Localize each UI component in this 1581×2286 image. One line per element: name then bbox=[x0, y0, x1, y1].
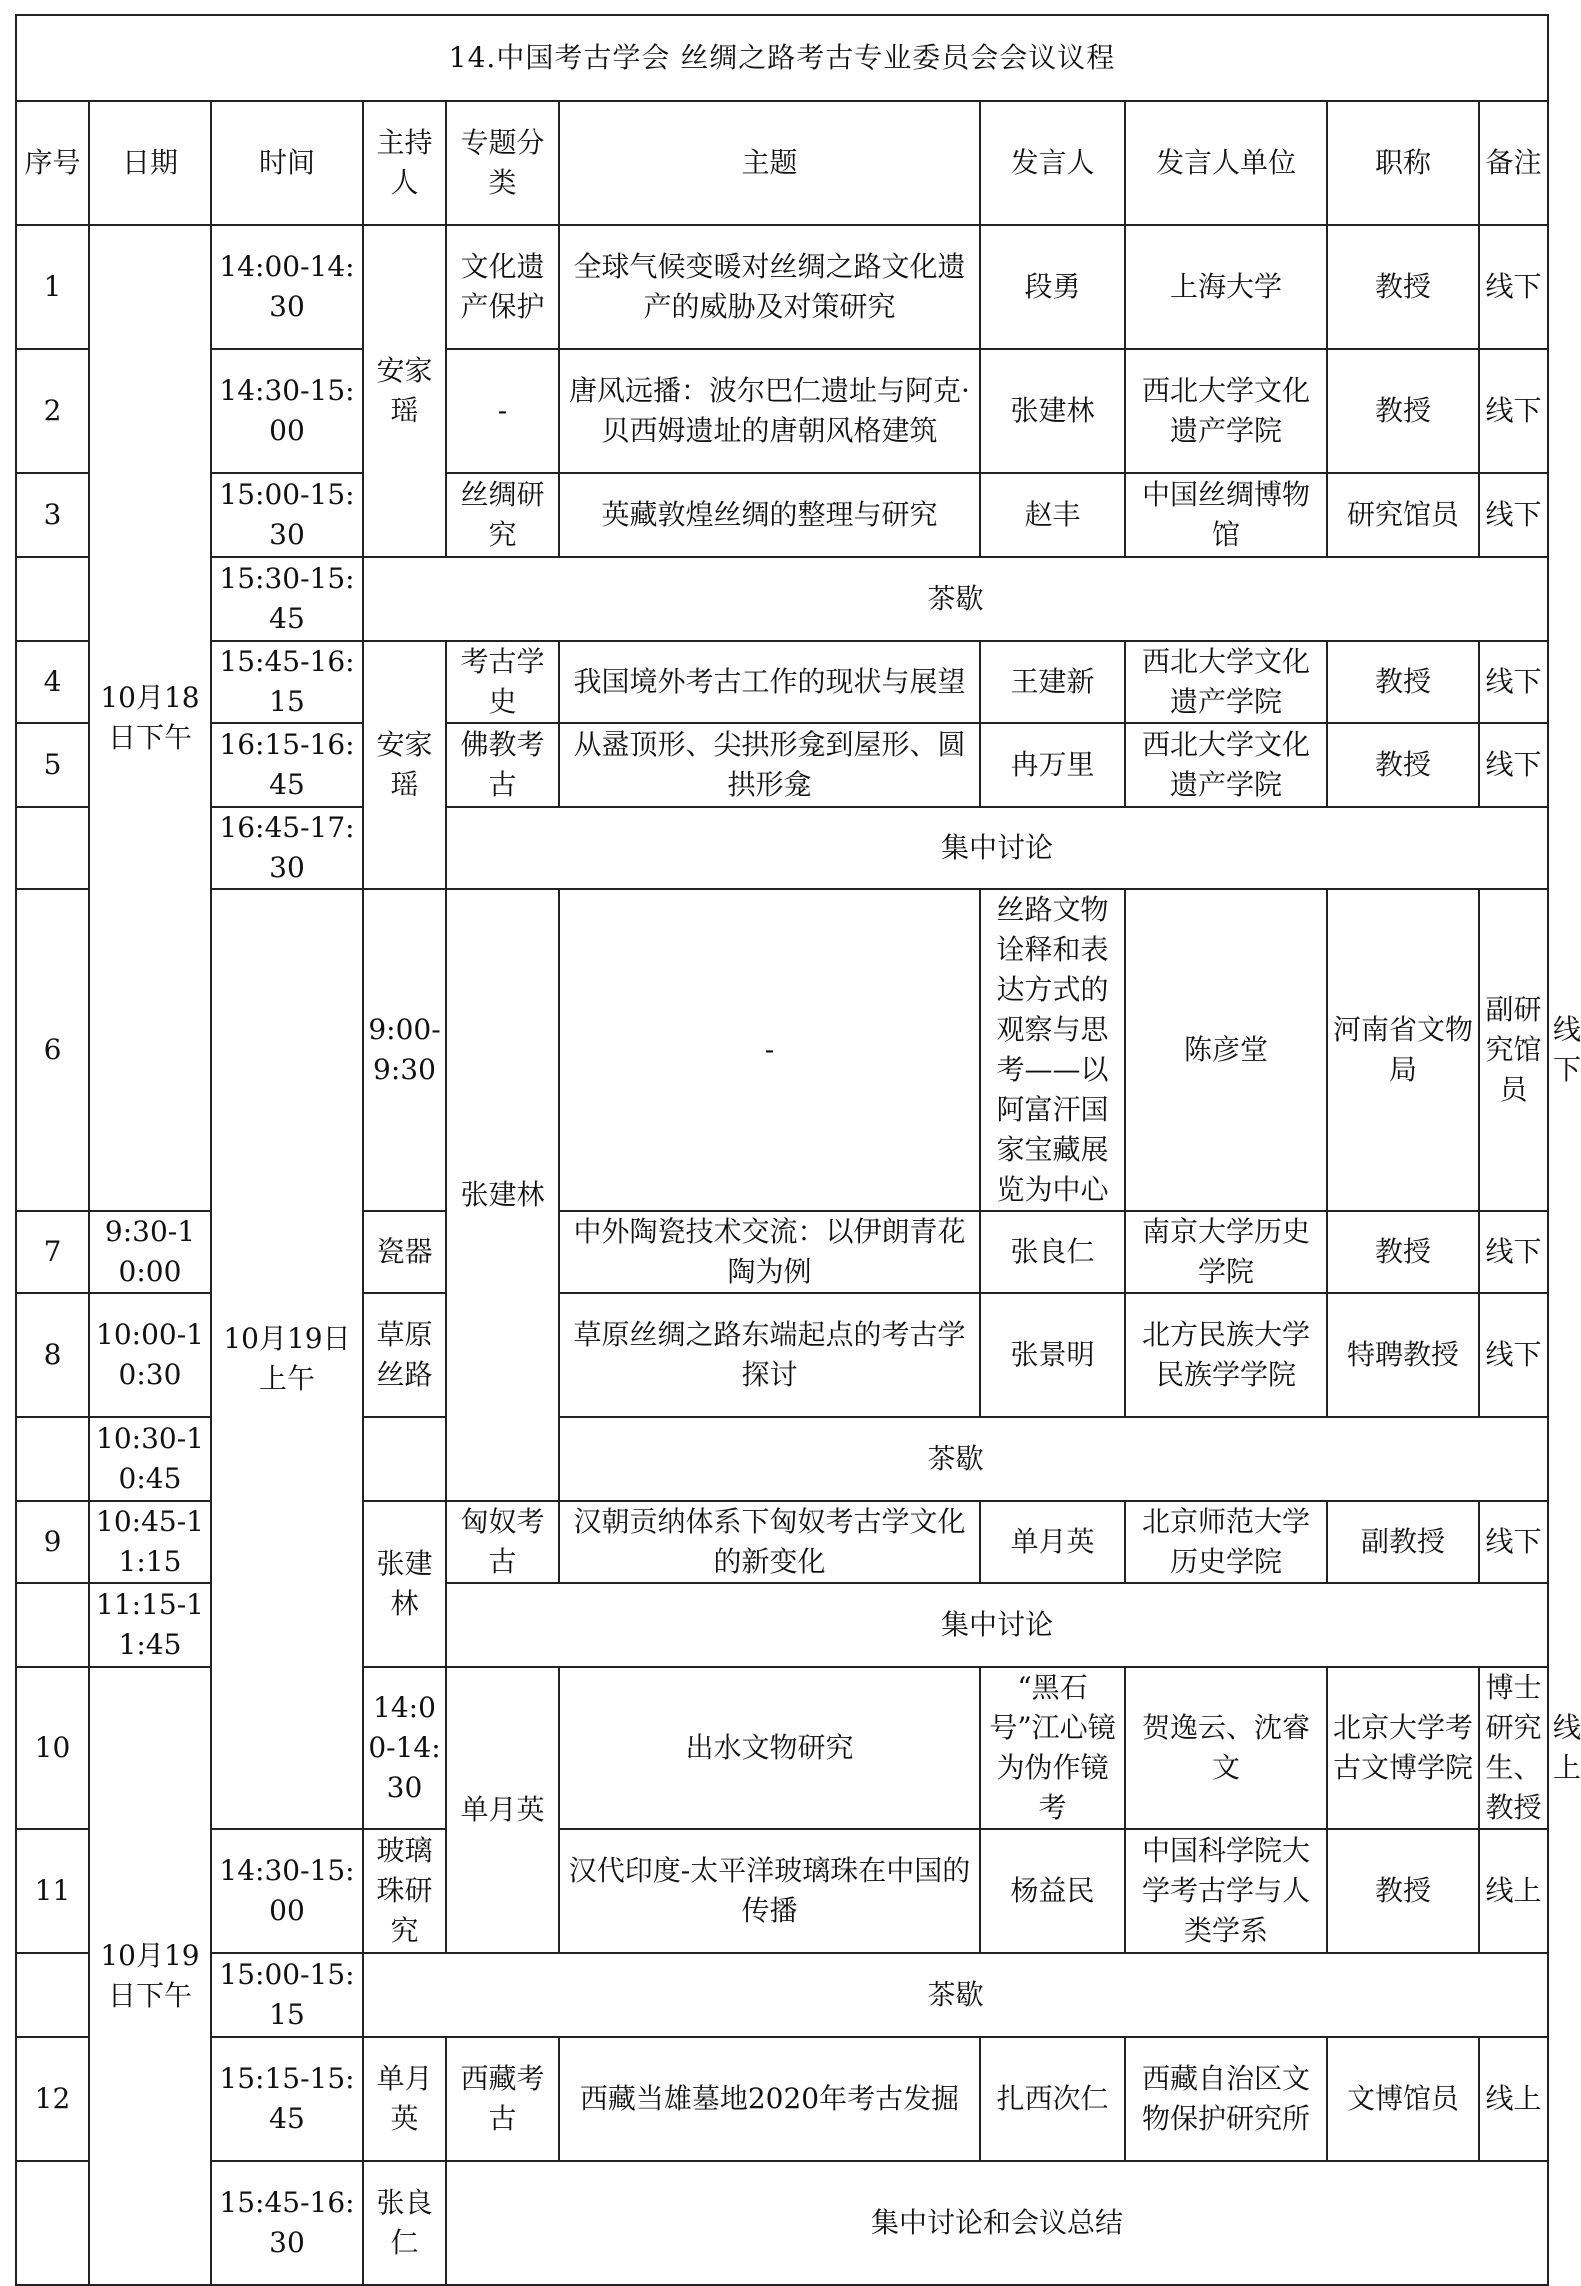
cell-date: 10月19日下午 bbox=[89, 1667, 211, 2285]
cell-category: 西藏考古 bbox=[446, 2037, 559, 2161]
table-row bbox=[16, 557, 1548, 641]
cell-affiliation: 中国科学院大学考古学与人类学系 bbox=[1125, 1829, 1327, 1953]
cell-time: 14:00-14:30 bbox=[363, 1667, 446, 1829]
cell-topic: “黑石号”江心镜为伪作镜考 bbox=[980, 1667, 1125, 1829]
cell-affiliation: 南京大学历史学院 bbox=[1125, 1211, 1327, 1293]
table-row bbox=[16, 1829, 1548, 1953]
cell-seq: 8 bbox=[16, 1293, 89, 1417]
cell-affiliation: 上海大学 bbox=[1125, 225, 1327, 349]
cell-host: 张建林 bbox=[446, 889, 559, 1501]
cell-time: 14:00-14:30 bbox=[211, 225, 363, 349]
cell-note: 线下 bbox=[1479, 473, 1548, 557]
cell-speaker: 单月英 bbox=[980, 1501, 1125, 1583]
cell-affiliation: 北京大学考古文博学院 bbox=[1327, 1667, 1479, 1829]
header-speaker: 发言人 bbox=[980, 101, 1125, 225]
cell-topic: 汉朝贡纳体系下匈奴考古学文化的新变化 bbox=[559, 1501, 980, 1583]
agenda-table bbox=[15, 14, 1581, 2286]
cell-time: 16:15-16:45 bbox=[211, 723, 363, 807]
cell-topic: 汉代印度-太平洋玻璃珠在中国的传播 bbox=[559, 1829, 980, 1953]
cell-rank: 副教授 bbox=[1327, 1501, 1479, 1583]
cell-seq bbox=[16, 807, 89, 889]
cell-seq: 6 bbox=[16, 889, 89, 1211]
cell-note: 线上 bbox=[1479, 1829, 1548, 1953]
cell-seq: 5 bbox=[16, 723, 89, 807]
cell-speaker: 扎西次仁 bbox=[980, 2037, 1125, 2161]
cell-speaker: 陈彦堂 bbox=[1125, 889, 1327, 1211]
cell-category: 瓷器 bbox=[363, 1211, 446, 1293]
cell-speaker: 贺逸云、沈睿文 bbox=[1125, 1667, 1327, 1829]
cell-seq: 12 bbox=[16, 2037, 89, 2161]
cell-rank: 教授 bbox=[1327, 225, 1479, 349]
cell-time: 10:30-10:45 bbox=[89, 1417, 211, 1501]
cell-time: 9:00-9:30 bbox=[363, 889, 446, 1211]
table-row bbox=[16, 641, 1548, 723]
header-host: 主持人 bbox=[363, 101, 446, 225]
header-time: 时间 bbox=[211, 101, 363, 225]
cell-topic: 丝路文物诠释和表达方式的观察与思考——以阿富汗国家宝藏展览为中心 bbox=[980, 889, 1125, 1211]
cell-host: 张建林 bbox=[363, 1501, 446, 1667]
cell-time: 11:15-11:45 bbox=[89, 1583, 211, 1667]
document-title: 14.中国考古学会 丝绸之路考古专业委员会会议议程 bbox=[16, 15, 1548, 101]
cell-seq: 4 bbox=[16, 641, 89, 723]
cell-time: 15:30-15:45 bbox=[211, 557, 363, 641]
cell-time: 14:30-15:00 bbox=[211, 1829, 363, 1953]
cell-topic: 我国境外考古工作的现状与展望 bbox=[559, 641, 980, 723]
cell-break: 茶歇 bbox=[363, 557, 1548, 641]
cell-seq bbox=[16, 557, 89, 641]
cell-affiliation: 中国丝绸博物馆 bbox=[1125, 473, 1327, 557]
cell-speaker: 冉万里 bbox=[980, 723, 1125, 807]
cell-rank: 博士研究生、教授 bbox=[1479, 1667, 1548, 1829]
header-topic: 主题 bbox=[559, 101, 980, 225]
cell-affiliation: 西藏自治区文物保护研究所 bbox=[1125, 2037, 1327, 2161]
cell-seq: 11 bbox=[16, 1829, 89, 1953]
table-row bbox=[16, 225, 1548, 349]
cell-topic: 西藏当雄墓地2020年考古发掘 bbox=[559, 2037, 980, 2161]
cell-break: 集中讨论 bbox=[446, 807, 1548, 889]
cell-speaker: 杨益民 bbox=[980, 1829, 1125, 1953]
cell-category: 考古学史 bbox=[446, 641, 559, 723]
cell-time: 16:45-17:30 bbox=[211, 807, 363, 889]
cell-category: 文化遗产保护 bbox=[446, 225, 559, 349]
cell-affiliation: 北京师范大学历史学院 bbox=[1125, 1501, 1327, 1583]
header-seq: 序号 bbox=[16, 101, 89, 225]
cell-category: 丝绸研究 bbox=[446, 473, 559, 557]
cell-date: 10月18日下午 bbox=[89, 225, 211, 1211]
cell-seq: 10 bbox=[16, 1667, 89, 1829]
cell-rank: 副研究馆员 bbox=[1479, 889, 1548, 1211]
cell-time: 15:15-15:45 bbox=[211, 2037, 363, 2161]
cell-rank: 教授 bbox=[1327, 1829, 1479, 1953]
cell-seq bbox=[16, 2161, 89, 2285]
header-row bbox=[16, 101, 1548, 225]
cell-category: 匈奴考古 bbox=[446, 1501, 559, 1583]
cell-time: 15:45-16:30 bbox=[211, 2161, 363, 2285]
cell-category: 草原丝路 bbox=[363, 1293, 446, 1417]
cell-topic: 唐风远播：波尔巴仁遗址与阿克·贝西姆遗址的唐朝风格建筑 bbox=[559, 349, 980, 473]
cell-category: 佛教考古 bbox=[446, 723, 559, 807]
cell-topic: 中外陶瓷技术交流：以伊朗青花陶为例 bbox=[559, 1211, 980, 1293]
cell-rank: 研究馆员 bbox=[1327, 473, 1479, 557]
cell-seq bbox=[16, 1953, 89, 2037]
table-row bbox=[16, 473, 1548, 557]
cell-rank: 教授 bbox=[1327, 641, 1479, 723]
cell-speaker: 张景明 bbox=[980, 1293, 1125, 1417]
cell-affiliation: 西北大学文化遗产学院 bbox=[1125, 723, 1327, 807]
cell-category: 出水文物研究 bbox=[559, 1667, 980, 1829]
cell-host: 单月英 bbox=[446, 1667, 559, 1953]
cell-category: 玻璃珠研究 bbox=[363, 1829, 446, 1953]
cell-topic: 全球气候变暖对丝绸之路文化遗产的威胁及对策研究 bbox=[559, 225, 980, 349]
cell-note: 线上 bbox=[1479, 2037, 1548, 2161]
cell-seq: 3 bbox=[16, 473, 89, 557]
cell-time: 10:00-10:30 bbox=[89, 1293, 211, 1417]
cell-note: 线下 bbox=[1479, 641, 1548, 723]
cell-seq bbox=[16, 1583, 89, 1667]
cell-rank: 特聘教授 bbox=[1327, 1293, 1479, 1417]
header-category: 专题分类 bbox=[446, 101, 559, 225]
cell-category: - bbox=[559, 889, 980, 1211]
table-row: 6 10月19日上午 9:00-9:30 张建林 - 丝路文物诠释和表达方式的观察与思考——以阿富汗国家宝藏展览为中心 陈彦堂 河南省文物局 副研究馆员 线下 bbox=[16, 889, 1548, 1211]
cell-time: 15:00-15:15 bbox=[211, 1953, 363, 2037]
cell-seq: 2 bbox=[16, 349, 89, 473]
table-row: 10 10月19日下午 14:00-14:30 单月英 出水文物研究 “黑石号”江心镜为伪作镜考 贺逸云、沈睿文 北京大学考古文博学院 博士研究生、教授 线上 bbox=[16, 1667, 1548, 1829]
table-row bbox=[16, 2037, 1548, 2161]
cell-speaker: 赵丰 bbox=[980, 473, 1125, 557]
cell-note: 线下 bbox=[1479, 349, 1548, 473]
cell-seq: 1 bbox=[16, 225, 89, 349]
table-row bbox=[16, 1953, 1548, 2037]
cell-affiliation: 西北大学文化遗产学院 bbox=[1125, 349, 1327, 473]
header-affiliation: 发言人单位 bbox=[1125, 101, 1327, 225]
header-date: 日期 bbox=[89, 101, 211, 225]
cell-host: 安家瑶 bbox=[363, 641, 446, 889]
cell-break: 集中讨论和会议总结 bbox=[446, 2161, 1548, 2285]
cell-speaker: 段勇 bbox=[980, 225, 1125, 349]
cell-rank: 文博馆员 bbox=[1327, 2037, 1479, 2161]
cell-topic: 草原丝绸之路东端起点的考古学探讨 bbox=[559, 1293, 980, 1417]
cell-note: 线下 bbox=[1479, 225, 1548, 349]
cell-category: - bbox=[446, 349, 559, 473]
cell-date: 10月19日上午 bbox=[211, 889, 363, 1829]
cell-seq bbox=[16, 1417, 89, 1501]
cell-seq: 9 bbox=[16, 1501, 89, 1583]
cell-rank: 教授 bbox=[1327, 723, 1479, 807]
cell-speaker: 张良仁 bbox=[980, 1211, 1125, 1293]
table-row bbox=[16, 807, 1548, 889]
cell-host: 安家瑶 bbox=[363, 225, 446, 557]
cell-note: 线下 bbox=[1479, 1293, 1548, 1417]
header-note: 备注 bbox=[1479, 101, 1548, 225]
table-row bbox=[16, 2161, 1548, 2285]
cell-note: 线下 bbox=[1479, 1211, 1548, 1293]
cell-seq: 7 bbox=[16, 1211, 89, 1293]
cell-break: 茶歇 bbox=[363, 1417, 1548, 1501]
table-row bbox=[16, 349, 1548, 473]
cell-affiliation: 西北大学文化遗产学院 bbox=[1125, 641, 1327, 723]
cell-break: 集中讨论 bbox=[446, 1583, 1548, 1667]
cell-note: 线下 bbox=[1479, 1501, 1548, 1583]
cell-time: 14:30-15:00 bbox=[211, 349, 363, 473]
cell-affiliation: 河南省文物局 bbox=[1327, 889, 1479, 1211]
cell-topic: 从盝顶形、尖拱形龛到屋形、圆拱形龛 bbox=[559, 723, 980, 807]
cell-time: 15:45-16:15 bbox=[211, 641, 363, 723]
cell-host: 张良仁 bbox=[363, 2161, 446, 2285]
cell-time: 9:30-10:00 bbox=[89, 1211, 211, 1293]
cell-speaker: 王建新 bbox=[980, 641, 1125, 723]
cell-host: 单月英 bbox=[363, 2037, 446, 2161]
cell-time: 10:45-11:15 bbox=[89, 1501, 211, 1583]
cell-note: 线下 bbox=[1479, 723, 1548, 807]
header-rank: 职称 bbox=[1327, 101, 1479, 225]
cell-affiliation: 北方民族大学民族学学院 bbox=[1125, 1293, 1327, 1417]
cell-topic: 英藏敦煌丝绸的整理与研究 bbox=[559, 473, 980, 557]
cell-rank: 教授 bbox=[1327, 1211, 1479, 1293]
cell-rank: 教授 bbox=[1327, 349, 1479, 473]
cell-time: 15:00-15:30 bbox=[211, 473, 363, 557]
cell-speaker: 张建林 bbox=[980, 349, 1125, 473]
table-row bbox=[16, 723, 1548, 807]
cell-break: 茶歇 bbox=[363, 1953, 1548, 2037]
